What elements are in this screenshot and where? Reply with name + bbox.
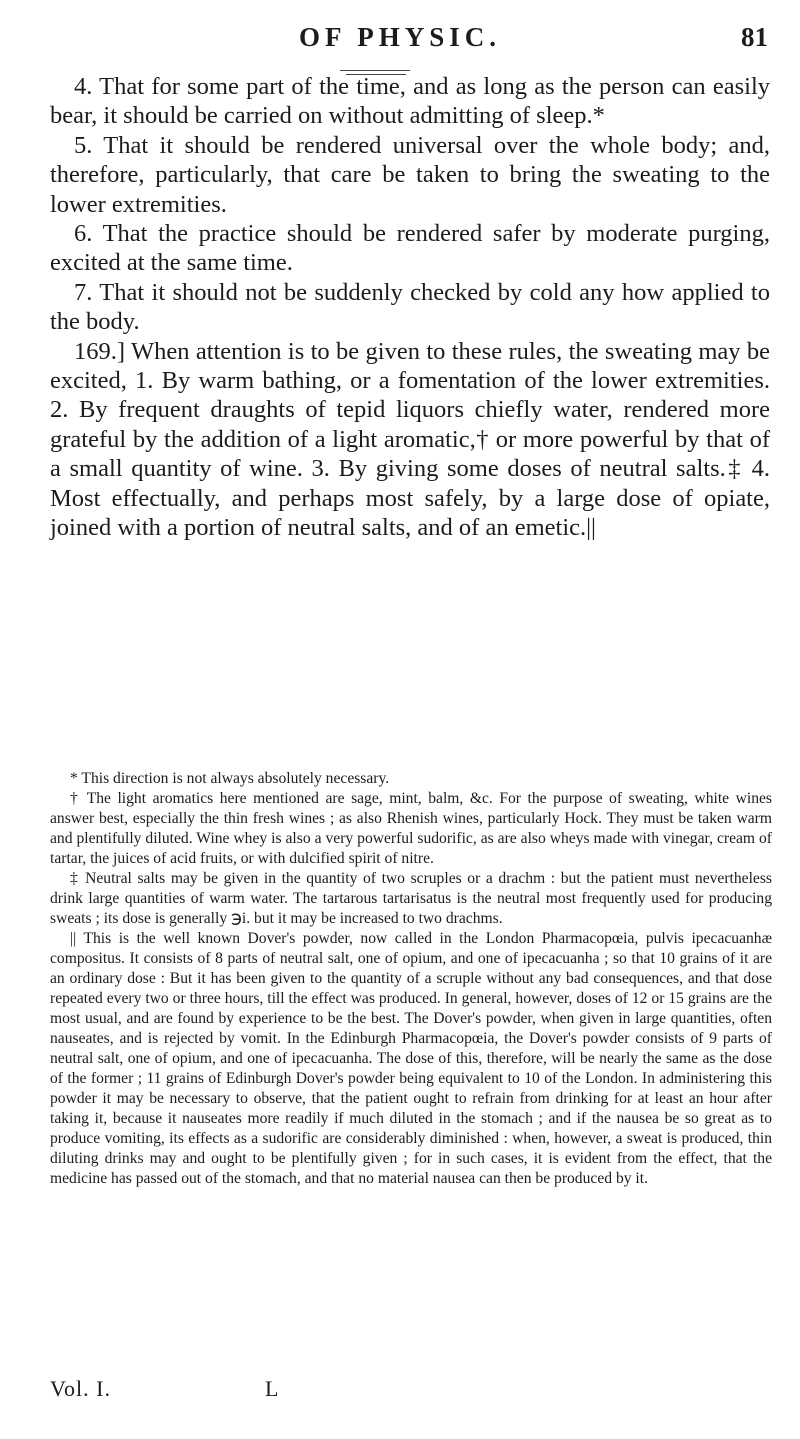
paragraph-rule-7: 7. That it should not be suddenly checked by cold any how applied to the body. (50, 278, 770, 336)
footnote-asterisk: * This direction is not always absolutely necessary. (70, 770, 390, 787)
page-number: 81 (741, 22, 768, 52)
paragraph-rule-4: 4. That for some part of the time, and as long as the person can easily bear, it should be carried on without admitting of sleep.* (50, 73, 770, 130)
paragraph-rule-6: 6. That the practice should be rendered safer by moderate purging, excited at the same time. (50, 220, 770, 277)
paragraph-169: 169.] When attention is to be given to these rules, the sweating may be excited, 1. By warm bathing, or a fomentation of the lower extremities. 2. By frequent draughts of tepid liquors chiefly water, rendered more grateful by the addition of a light aromatic,† or more powerful by that of a small quantity of wine. 3. By giving some doses of neutral salts.‡ 4. Most effectually, and perhaps most safely, by a large dose of opiate, joined with a portion of neutral salts, and of an emetic.|| (50, 337, 770, 542)
footnote-double-dagger: ‡ Neutral salts may be given in the quantity of two scruples or a drachm : but the patient must nevertheless drink large quantities of warm water. The tartarous tartarisatus is the neutral most frequently used for producing sweats ; its dose is generally ℈i. but it may be increased to two drachms. (50, 870, 772, 927)
paragraph-rule-5: 5. That it should be rendered universal over the whole body; and, therefore, particularly, that care be taken to bring the sweating to the lower extremities. (50, 131, 770, 218)
footnote-parallel: || This is the well known Dover's powder, now called in the London Pharmacopœia, pulvis ipecacuanhæ compositus. It consists of 8 parts of neutral salt, one of opium, and one of ipecacuanha ; so that 10 grains of it are an ordinary dose : But it has been given to the quantity of a scruple without any bad consequences, and that dose repeated every two or three hours, till the effect was produced. In general, however, doses of 12 or 15 grains are the most usual, and are found by experience to be the best. The Dover's powder, when given in large quantities, often nauseates, and is rejected by vomit. In the Edinburgh Pharmacopœia, the Dover's powder consists of 9 parts of neutral salt, one of opium, and one of ipecacuanha. The dose of this, therefore, will be nearly the same as the dose of the former ; 11 grains of Edinburgh Dover's powder being equivalent to 10 of the London. In administering this powder it may be necessary to observe, that the patient ought to refrain from drinking for at least an hour after taking it, because it nauseates more readily if much diluted in the stomach ; and if the nausea be so great as to produce vomiting, its effects as a sudorific are considerably diminished : when, however, a sweat is produced, thin diluting drinks may and ought to be plentifully given ; for in such cases, it is evident from the effect, that the medicine has passed out of the stomach, and that no material nausea can then be produced by it. (50, 930, 772, 1187)
signature-mark: L (265, 1376, 279, 1401)
footnote-dagger: † The light aromatics here mentioned are sage, mint, balm, &c. For the purpose of sweating, white wines answer best, especially the thin fresh wines ; as also Rhenish wines, particularly Hock. They must be taken warm and plentifully diluted. Wine whey is also a very powerful sudorific, as are also wheys made with vinegar, cream of tartar, the juices of acid fruits, or with dulcified spirit of nitre. (50, 790, 772, 867)
header-rule (340, 70, 410, 71)
volume-signature: Vol. I. (50, 1376, 111, 1401)
page-footer (50, 1376, 770, 1406)
footnotes (50, 769, 772, 1189)
page-header (0, 22, 800, 62)
running-head: OF PHYSIC. (298, 22, 501, 52)
main-text (50, 72, 770, 543)
